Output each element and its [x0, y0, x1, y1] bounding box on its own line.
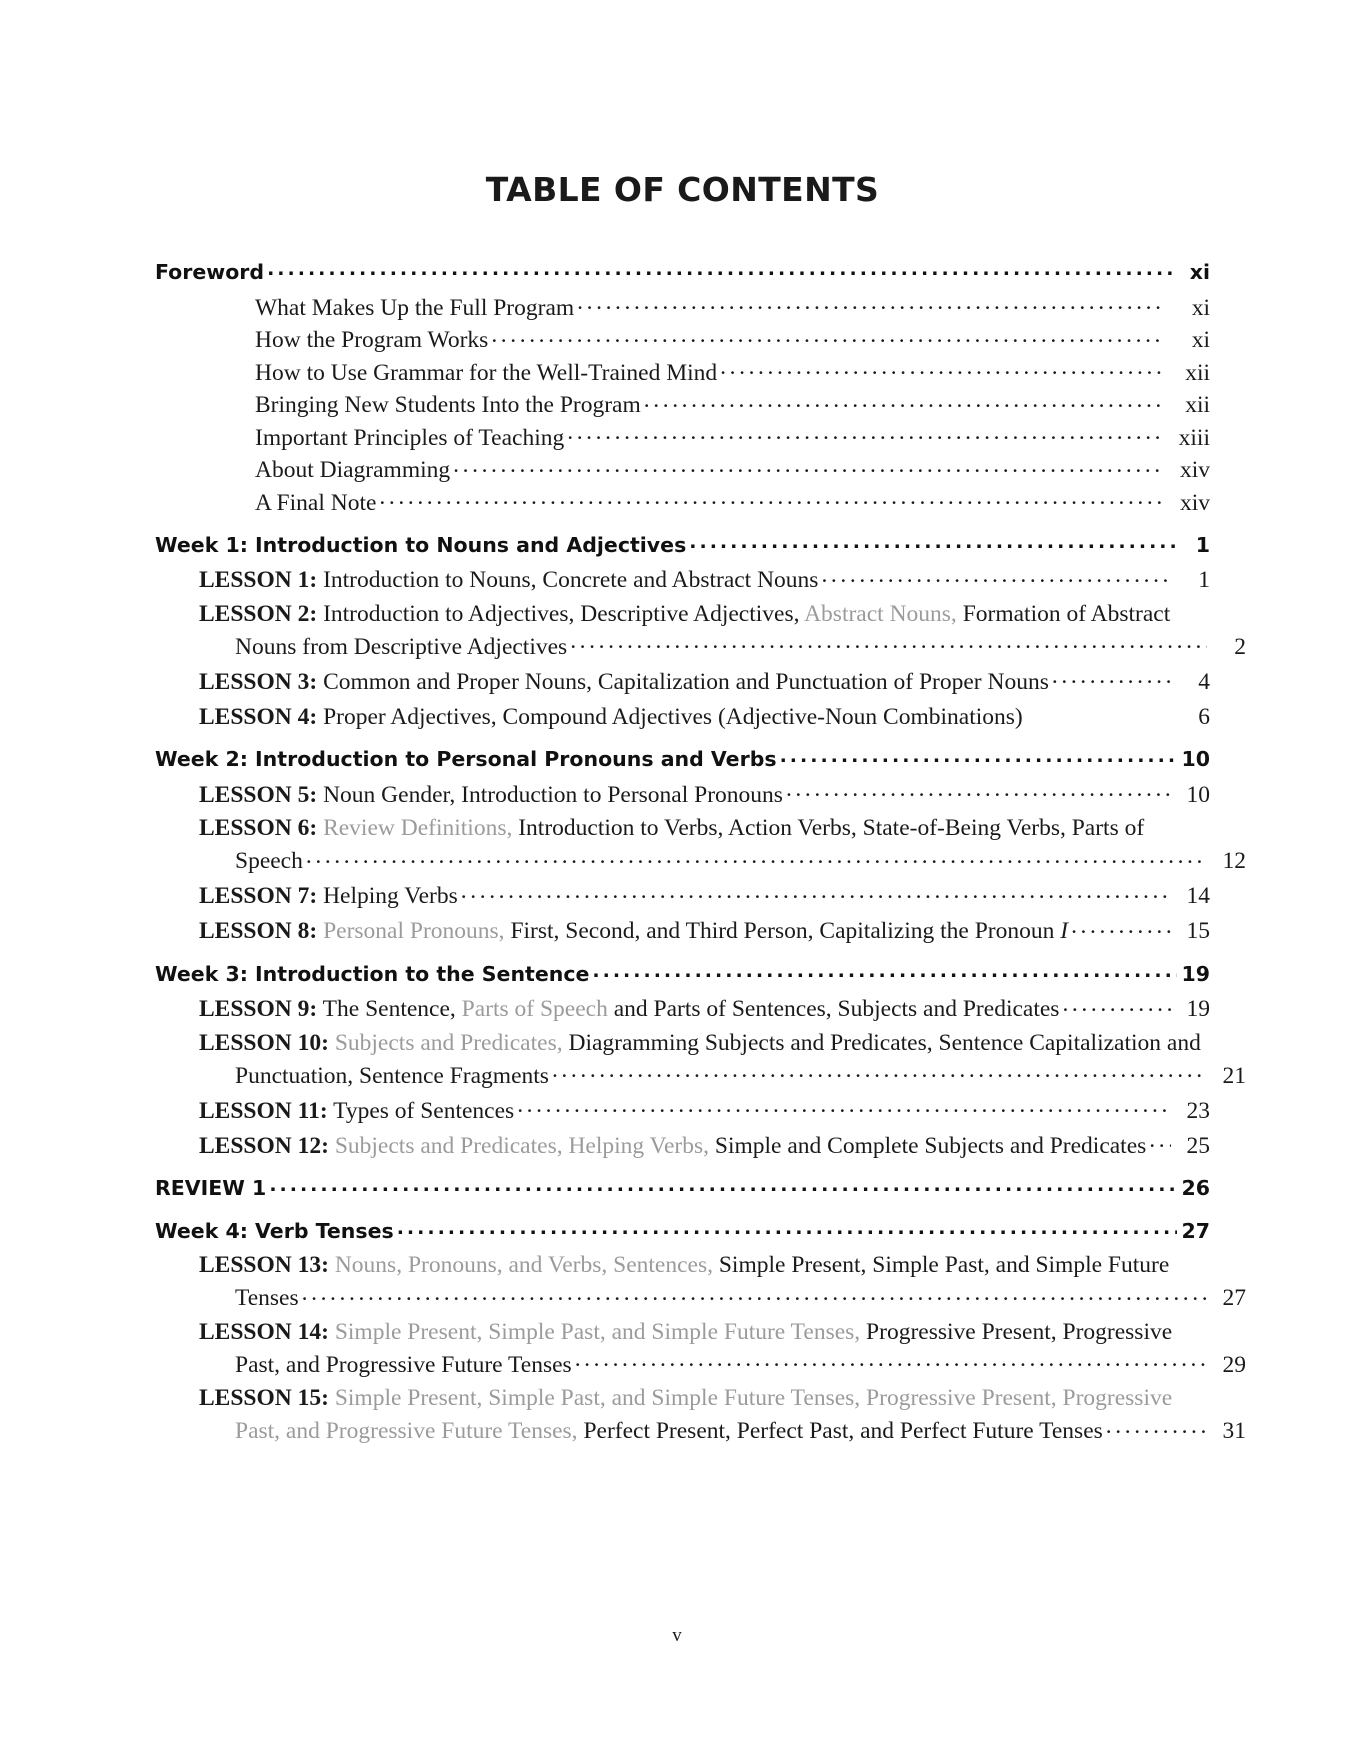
- toc-entry-label: [199, 994, 1059, 1026]
- toc-page-number: xi: [1189, 260, 1210, 284]
- toc-page-number: xiv: [1179, 457, 1210, 483]
- dot-leader: [592, 960, 1177, 981]
- toc-entry-important-principles-of-teaching[interactable]: [155, 421, 1210, 454]
- dot-leader: [453, 454, 1163, 478]
- toc-entry-lesson-14[interactable]: [155, 1317, 1246, 1382]
- toc-entry-label-tail: [235, 846, 303, 878]
- lesson-text: Introduction to Adjectives, Descriptive Adjectives,: [317, 600, 805, 627]
- toc-entry-week-2[interactable]: [155, 742, 1210, 776]
- lesson-tag: LESSON 13:: [199, 1252, 329, 1278]
- toc-entry-label: [199, 1131, 1146, 1163]
- toc-page-number: 10: [1181, 747, 1210, 771]
- toc-page-number: xii: [1185, 392, 1210, 418]
- toc-entry-bringing-new-students-into-the-program[interactable]: [155, 389, 1210, 422]
- toc-entry-label: A Final Note: [255, 489, 377, 516]
- toc-page-number: xii: [1185, 359, 1210, 386]
- lesson-text: First, Second, and Third Person, Capitalizing the Pronoun: [504, 918, 1061, 944]
- lesson-text: Perfect Present, Perfect Past, and Perfect Future Tenses: [577, 1418, 1103, 1444]
- toc-content: [155, 170, 1246, 1448]
- lesson-tag: LESSON 2:: [199, 600, 318, 627]
- lesson-text: Punctuation, Sentence Fragments: [235, 1062, 549, 1089]
- lesson-tag: LESSON 11:: [199, 1097, 328, 1124]
- toc-entry-lesson-8[interactable]: [155, 915, 1210, 948]
- lesson-text: Diagramming Subjects and Predicates, Sentence Capitalization and: [562, 1029, 1207, 1056]
- lesson-text: Past, and Progressive Future Tenses: [235, 1351, 572, 1378]
- toc-entry-week-3[interactable]: [155, 957, 1210, 991]
- lesson-text: I: [1060, 918, 1069, 944]
- toc-entry-label: What Makes Up the Full Program: [255, 294, 575, 321]
- lesson-tag: LESSON 8:: [199, 918, 318, 944]
- dot-leader: [689, 531, 1177, 552]
- toc-entry-label: [199, 599, 1210, 631]
- lesson-text: and Parts of Sentences, Subjects and Predicates: [607, 996, 1060, 1022]
- lesson-text: Common and Proper Nouns, Capitalization and Punctuation of Proper Nouns: [317, 668, 1049, 695]
- lesson-text: Formation of Abstract: [956, 600, 1177, 627]
- toc-entry-label: [199, 916, 1068, 948]
- toc-page-number: 6: [1198, 703, 1210, 730]
- toc-page-number: xi: [1191, 327, 1210, 353]
- lesson-review-text: Subjects and Predicates, Helping Verbs,: [334, 1132, 710, 1159]
- toc-page-number: 2: [1234, 633, 1246, 660]
- toc-entry-label: [199, 780, 783, 812]
- toc-entry-lesson-7[interactable]: [155, 880, 1210, 913]
- toc-entry-tail: [199, 845, 1246, 878]
- dot-leader: [302, 1282, 1207, 1306]
- toc-page-number: 27: [1181, 1219, 1210, 1243]
- dot-leader: [780, 746, 1177, 767]
- toc-entry-how-to-use-grammar-for-the-well-trained-mind[interactable]: [155, 356, 1210, 389]
- lesson-tag: LESSON 3:: [199, 668, 318, 695]
- toc-entry-what-makes-up-the-full-program[interactable]: [155, 291, 1210, 324]
- dot-leader: [1071, 915, 1171, 939]
- dot-leader: [567, 421, 1163, 445]
- lesson-text: Types of Sentences: [327, 1097, 515, 1124]
- toc-entry-about-diagramming[interactable]: [155, 454, 1210, 487]
- toc-page-number: xiii: [1178, 424, 1210, 451]
- lesson-text: Simple Present, Simple Past, and Simple Future: [712, 1252, 1176, 1278]
- page-title: TABLE OF CONTENTS: [485, 170, 880, 209]
- toc-entry-tail: [199, 1415, 1246, 1448]
- lesson-review-text: Personal Pronouns,: [323, 918, 505, 944]
- toc-entry-label-tail: [235, 1283, 299, 1315]
- lesson-tag: LESSON 10:: [199, 1029, 329, 1056]
- dot-leader: [461, 880, 1171, 904]
- toc-page-number: 1: [1195, 532, 1210, 557]
- toc-entry-label: [199, 1317, 1210, 1349]
- toc-entry-review-1[interactable]: [155, 1171, 1210, 1205]
- toc-entry-tail: [199, 630, 1246, 663]
- dot-leader: [570, 630, 1207, 654]
- toc-entry-lesson-9[interactable]: [155, 993, 1210, 1026]
- toc-entry-label-tail: [235, 1350, 572, 1382]
- lesson-review-text: Simple Present, Simple Past, and Simple Future Tenses, Progressive Present, Progressive: [334, 1385, 1179, 1411]
- toc-entry-week-4[interactable]: [155, 1214, 1210, 1248]
- toc-entry-label: How the Program Works: [255, 327, 489, 353]
- toc-entry-lesson-2[interactable]: [155, 599, 1246, 664]
- toc-entry-lesson-5[interactable]: [155, 778, 1210, 811]
- toc-page-number: xiv: [1179, 489, 1210, 516]
- lesson-text: Helping Verbs: [317, 883, 458, 909]
- lesson-text: Proper Adjectives, Compound Adjectives (Adjective-Noun Combinations): [317, 703, 1023, 730]
- toc-entry-label: Week 4: Verb Tenses: [155, 1219, 394, 1243]
- lesson-review-text: Subjects and Predicates,: [334, 1029, 563, 1056]
- toc-page-number: xi: [1191, 294, 1210, 321]
- lesson-text: Simple and Complete Subjects and Predicates: [709, 1132, 1147, 1159]
- dot-leader: [1106, 1415, 1207, 1439]
- lesson-text: The Sentence,: [317, 996, 462, 1022]
- toc-entry-label: [199, 1028, 1210, 1060]
- lesson-tag: LESSON 12:: [199, 1132, 329, 1159]
- toc-entry-lesson-11[interactable]: [155, 1094, 1210, 1127]
- lesson-text: Progressive Present, Progressive: [860, 1318, 1179, 1345]
- toc-entry-label: Bringing New Students Into the Program: [255, 392, 641, 418]
- toc-page-number: 1: [1198, 567, 1210, 593]
- toc-entry-how-the-program-works[interactable]: [155, 324, 1210, 357]
- dot-leader: [1052, 665, 1171, 689]
- toc-entry-label: [199, 881, 458, 913]
- toc-entry-label: Important Principles of Teaching: [255, 424, 565, 451]
- lesson-text: Speech: [235, 848, 303, 874]
- dot-leader: [397, 1218, 1177, 1239]
- lesson-review-text: Simple Present, Simple Past, and Simple Future Tenses,: [334, 1318, 861, 1345]
- lesson-tag: LESSON 9:: [199, 996, 318, 1022]
- toc-entry-a-final-note[interactable]: [155, 486, 1210, 519]
- toc-page-number: 19: [1181, 961, 1210, 986]
- dot-leader: [306, 845, 1207, 869]
- toc-entry-list: [155, 255, 1246, 1448]
- lesson-text: Nouns from Descriptive Adjectives: [235, 633, 568, 660]
- toc-page-number: 26: [1181, 1176, 1210, 1200]
- lesson-text: Introduction to Nouns, Concrete and Abstract Nouns: [317, 567, 819, 593]
- toc-page-number: 14: [1186, 883, 1210, 909]
- lesson-review-text: Review Definitions,: [323, 815, 513, 841]
- lesson-text: Tenses: [235, 1285, 299, 1311]
- toc-page-number: 4: [1198, 668, 1210, 695]
- toc-entry-tail: [199, 1282, 1246, 1315]
- lesson-tag: LESSON 4:: [199, 703, 318, 730]
- dot-leader: [491, 324, 1163, 348]
- toc-entry-label: About Diagramming: [255, 457, 451, 483]
- lesson-tag: LESSON 15:: [199, 1385, 329, 1411]
- toc-entry-lesson-13[interactable]: [155, 1250, 1246, 1315]
- toc-page-number: 25: [1186, 1132, 1210, 1159]
- dot-leader: [821, 564, 1171, 588]
- toc-page-number: 21: [1222, 1062, 1246, 1089]
- lesson-tag: LESSON 1:: [199, 567, 318, 593]
- toc-page-number: 23: [1186, 1097, 1210, 1124]
- page-folio: v: [672, 1625, 682, 1646]
- dot-leader: [786, 778, 1171, 802]
- dot-leader: [517, 1094, 1171, 1118]
- dot-leader: [269, 1175, 1177, 1196]
- toc-page-number: 27: [1222, 1285, 1246, 1311]
- dot-leader: [575, 1348, 1207, 1372]
- dot-leader: [1062, 993, 1171, 1017]
- dot-leader: [267, 259, 1177, 280]
- lesson-tag: LESSON 14:: [199, 1318, 329, 1345]
- toc-entry-lesson-15[interactable]: [155, 1383, 1246, 1448]
- toc-entry-label: [199, 702, 1023, 734]
- lesson-review-text: Abstract Nouns,: [804, 600, 957, 627]
- toc-entry-label: [199, 667, 1049, 699]
- dot-leader: [379, 486, 1163, 510]
- toc-page-number: 29: [1222, 1351, 1246, 1378]
- toc-entry-label: [199, 1250, 1210, 1282]
- toc-entry-label: Week 1: Introduction to Nouns and Adjectives: [155, 532, 687, 557]
- toc-entry-label: [199, 565, 818, 597]
- toc-entry-label: [199, 1383, 1210, 1415]
- lesson-tag: LESSON 5:: [199, 781, 318, 808]
- toc-entry-label: Week 2: Introduction to Personal Pronouns and Verbs: [155, 747, 777, 771]
- toc-entry-lesson-1[interactable]: [155, 564, 1210, 597]
- dot-leader: [644, 389, 1163, 413]
- toc-page-number: 19: [1186, 996, 1210, 1022]
- toc-entry-lesson-12[interactable]: [155, 1129, 1210, 1162]
- toc-entry-lesson-3[interactable]: [155, 665, 1210, 698]
- lesson-review-text: Parts of Speech: [461, 996, 608, 1022]
- toc-entry-lesson-6[interactable]: [155, 813, 1246, 878]
- toc-entry-tail: [199, 1059, 1246, 1092]
- lesson-review-text: Past, and Progressive Future Tenses,: [235, 1418, 578, 1444]
- toc-entry-label: REVIEW 1: [155, 1176, 267, 1200]
- dot-leader: [577, 291, 1163, 315]
- toc-entry-label: [199, 813, 1210, 845]
- lesson-review-text: Nouns, Pronouns, and Verbs, Sentences,: [334, 1252, 713, 1278]
- toc-page-number: 15: [1186, 918, 1210, 944]
- toc-entry-lesson-4[interactable]: [155, 700, 1210, 733]
- dot-leader: [720, 356, 1163, 380]
- toc-entry-label: How to Use Grammar for the Well-Trained Mind: [255, 359, 718, 386]
- toc-page-number: 12: [1222, 848, 1246, 874]
- toc-entry-label-tail: [235, 1416, 1103, 1448]
- toc-entry-label: Week 3: Introduction to the Sentence: [155, 961, 590, 986]
- toc-page-number: 10: [1186, 781, 1210, 808]
- lesson-text: Noun Gender, Introduction to Personal Pronouns: [317, 781, 783, 808]
- toc-entry-label-tail: [235, 1061, 549, 1093]
- toc-entry-label: Foreword: [155, 260, 265, 284]
- toc-entry-week-1[interactable]: [155, 528, 1210, 562]
- toc-entry-foreword[interactable]: [155, 255, 1210, 289]
- toc-entry-tail: [199, 1348, 1246, 1381]
- toc-entry-lesson-10[interactable]: [155, 1028, 1246, 1093]
- toc-entry-label: [199, 1096, 514, 1128]
- dot-leader: [1149, 1129, 1171, 1153]
- lesson-tag: LESSON 6:: [199, 815, 318, 841]
- lesson-tag: LESSON 7:: [199, 883, 318, 909]
- dot-leader: [552, 1059, 1207, 1083]
- toc-entry-label-tail: [235, 632, 567, 664]
- toc-page-number: 31: [1222, 1418, 1246, 1444]
- lesson-text: Introduction to Verbs, Action Verbs, State-of-Being Verbs, Parts of: [512, 815, 1151, 841]
